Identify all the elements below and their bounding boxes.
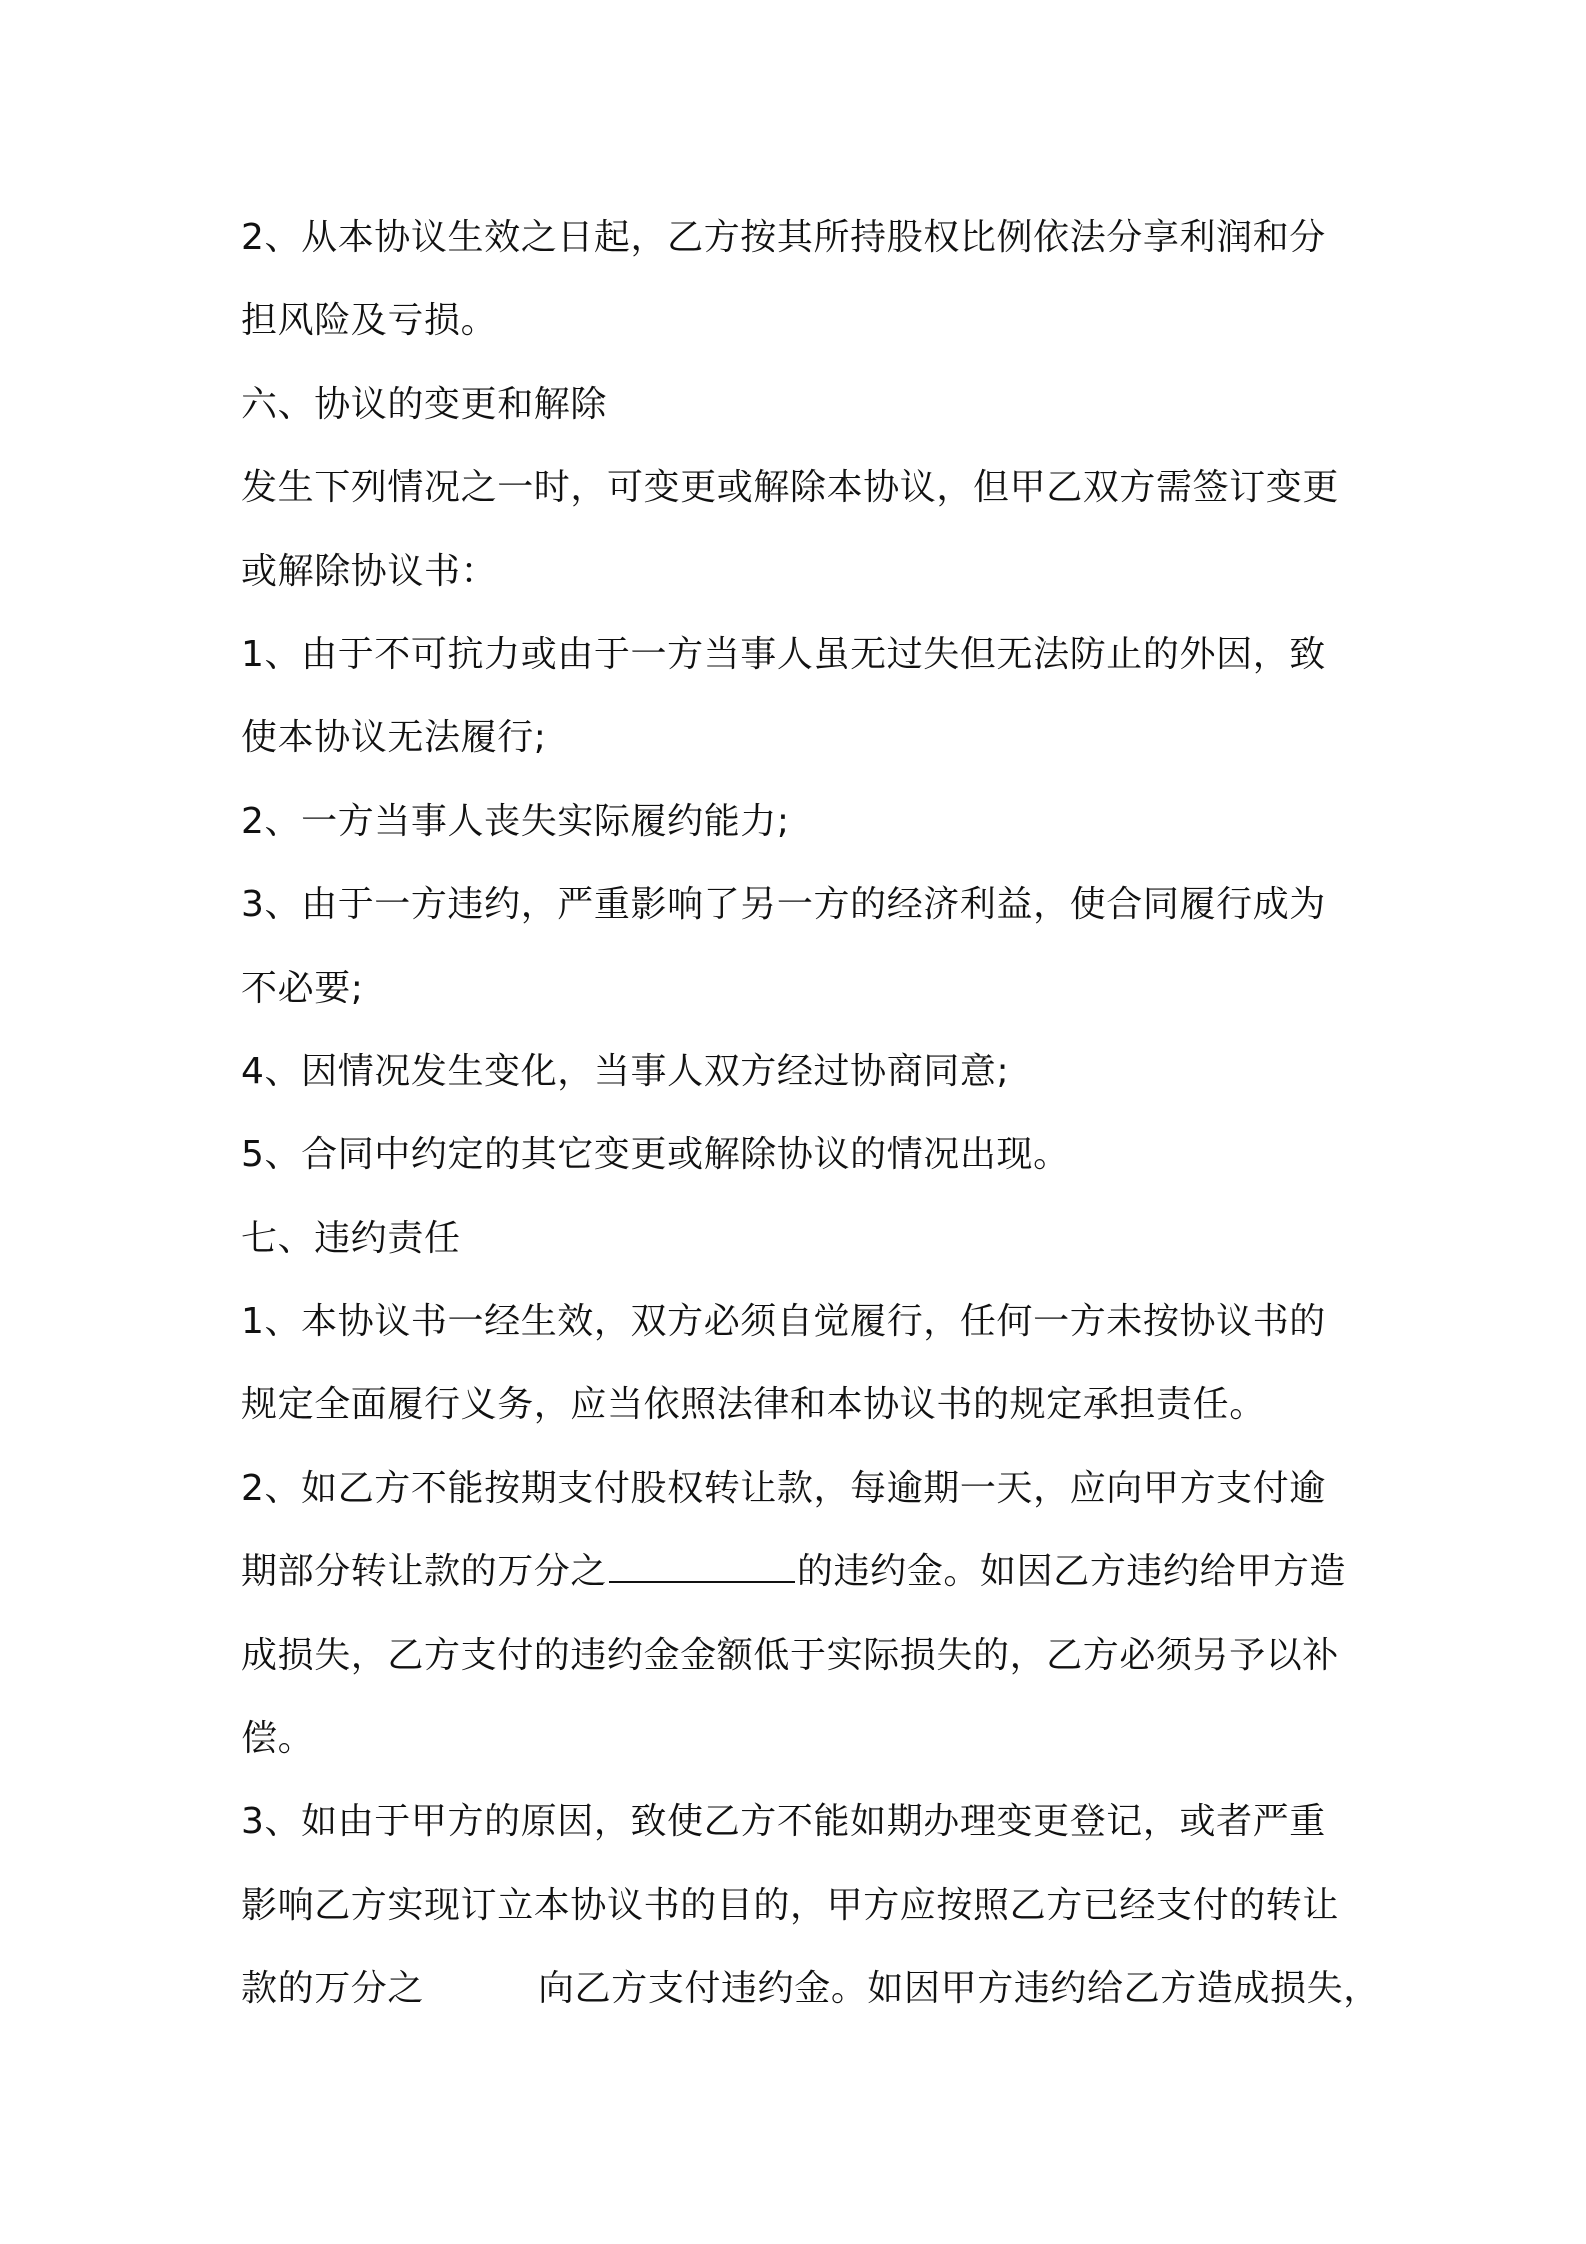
text-line: 发生下列情况之一时，可变更或解除本协议，但甲乙双方需签订变更 <box>241 467 1340 509</box>
text-line: 3、如由于甲方的原因，致使乙方不能如期办理变更登记，或者严重 <box>241 1801 1326 1843</box>
text-segment: 期部分转让款的万分之 <box>241 1551 608 1593</box>
text-line: 担风险及亏损。 <box>241 300 498 342</box>
text-line-with-blank <box>241 1947 1380 2030</box>
text-line: 3、由于一方违约，严重影响了另一方的经济利益，使合同履行成为 <box>241 884 1326 926</box>
text-line: 2、如乙方不能按期支付股权转让款，每逾期一天，应向甲方支付逾 <box>241 1467 1326 1509</box>
section-heading: 七、违约责任 <box>241 1217 461 1259</box>
text-segment: 款的万分之 <box>241 1968 425 2010</box>
text-line: 偿。 <box>241 1718 315 1760</box>
text-line: 4、因情况发生变化，当事人双方经过协商同意; <box>241 1050 1010 1092</box>
text-line: 2、一方当事人丧失实际履约能力; <box>241 800 790 842</box>
section-heading: 六、协议的变更和解除 <box>241 383 608 425</box>
text-line: 使本协议无法履行; <box>241 717 547 759</box>
text-line-with-blank <box>241 1530 1365 1613</box>
text-line: 不必要; <box>241 967 364 1009</box>
text-line: 成损失，乙方支付的违约金金额低于实际损失的，乙方必须另予以补 <box>241 1634 1340 1676</box>
text-segment: 的违约金。如因乙方违约给甲方造 <box>797 1551 1347 1593</box>
text-line: 1、由于不可抗力或由于一方当事人虽无过失但无法防止的外因，致 <box>241 633 1326 675</box>
text-line: 或解除协议书： <box>241 550 498 592</box>
text-line: 影响乙方实现订立本协议书的目的，甲方应按照乙方已经支付的转让 <box>241 1884 1340 1926</box>
document-body <box>241 196 1380 2031</box>
text-line: 1、本协议书一经生效，双方必须自觉履行，任何一方未按协议书的 <box>241 1301 1326 1343</box>
text-line: 5、合同中约定的其它变更或解除协议的情况出现。 <box>241 1134 1070 1176</box>
fill-in-blank <box>424 1964 538 2000</box>
text-line: 2、从本协议生效之日起，乙方按其所持股权比例依法分享利润和分 <box>241 217 1326 258</box>
text-segment: 向乙方支付违约金。如因甲方违约给乙方造成损失， <box>538 1968 1380 2010</box>
text-line: 规定全面履行义务，应当依照法律和本协议书的规定承担责任。 <box>241 1384 1266 1426</box>
fill-in-blank <box>609 1545 795 1583</box>
